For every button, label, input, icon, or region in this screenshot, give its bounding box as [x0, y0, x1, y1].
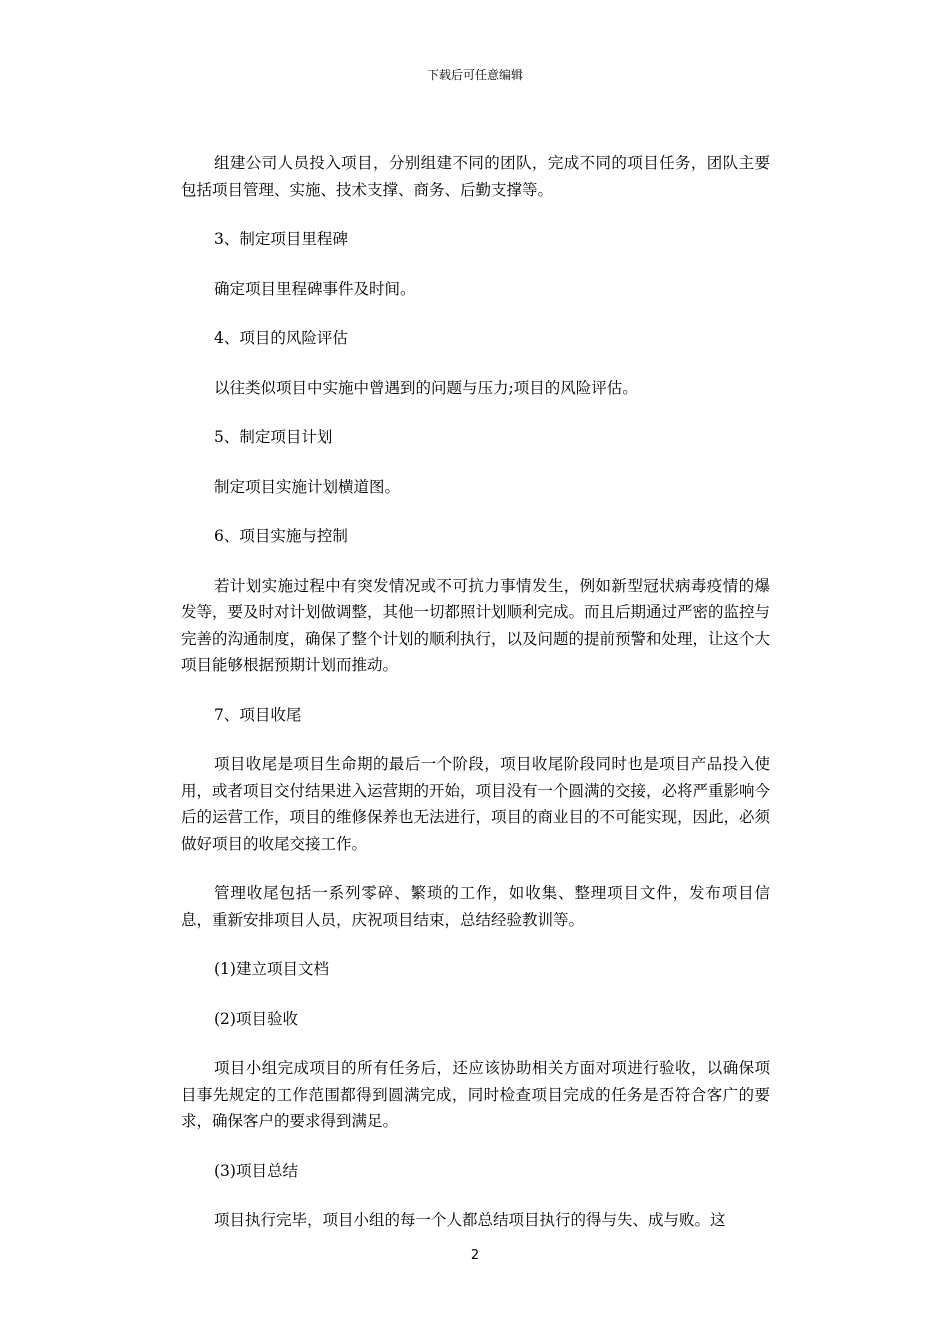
paragraph-administrative-closure: 管理收尾包括一系列零碎、繁琐的工作，如收集、整理项目文件，发布项目信息，重新安排项目人员，庆祝项目结束，总结经验教训等。: [181, 884, 770, 929]
document-body: [181, 150, 770, 1257]
paragraph-implementation-control: 若计划实施过程中有突发情况或不可抗力事情发生，例如新型冠状病毒疫情的爆发等，要及时对计划做调整，其他一切都照计划顺利完成。而且后期通过严密的监控与完善的沟通制度，确保了整个计划的顺利执行，以及问题的提前预警和处理，让这个大项目能够根据预期计划而推动。: [181, 576, 771, 674]
paragraph-project-summary: 项目执行完毕，项目小组的每一个人都总结项目执行的得与失、成与败。这: [214, 1211, 726, 1229]
subheading-project-acceptance: (2)项目验收: [214, 1009, 298, 1028]
page-number: 2: [470, 1248, 480, 1263]
heading-project-closure: 7、项目收尾: [214, 705, 302, 724]
paragraph-team-formation: 组建公司人员投入项目，分别组建不同的团队，完成不同的项目任务，团队主要包括项目管理、实施、技术支撑、商务、后勤支撑等。: [181, 154, 770, 199]
subheading-project-summary: (3)项目总结: [214, 1161, 298, 1180]
heading-milestones: 3、制定项目里程碑: [214, 230, 348, 248]
paragraph-project-closure: 项目收尾是项目生命期的最后一个阶段，项目收尾阶段同时也是项目产品投入使用，或者项目交付结果进入运营期的开始，项目没有一个圆满的交接，必将严重影响今后的运营工作，项目的维修保养也无法进行，项目的商业目的不可能实现，因此，必须做好项目的收尾交接工作。: [181, 755, 771, 853]
paragraph-risk-assessment: 以往类似项目中实施中曾遇到的问题与压力;项目的风险评估。: [214, 378, 638, 397]
heading-project-plan: 5、制定项目计划: [214, 428, 333, 446]
page-header: 下载后可任意编辑: [426, 68, 523, 82]
paragraph-project-acceptance: 项目小组完成项目的所有任务后，还应该协助相关方面对项进行验收，以确保项目事先规定的工作范围都得到圆满完成，同时检查项目完成的任务是否符合客广的要求，确保客户的要求得到满足。: [181, 1059, 770, 1130]
subheading-project-documentation: (1)建立项目文档: [214, 960, 329, 978]
paragraph-milestones: 确定项目里程碑事件及时间。: [214, 279, 416, 298]
paragraph-project-plan: 制定项目实施计划横道图。: [214, 477, 401, 496]
heading-risk-assessment: 4、项目的风险评估: [214, 329, 348, 347]
heading-implementation-control: 6、项目实施与控制: [214, 527, 348, 545]
